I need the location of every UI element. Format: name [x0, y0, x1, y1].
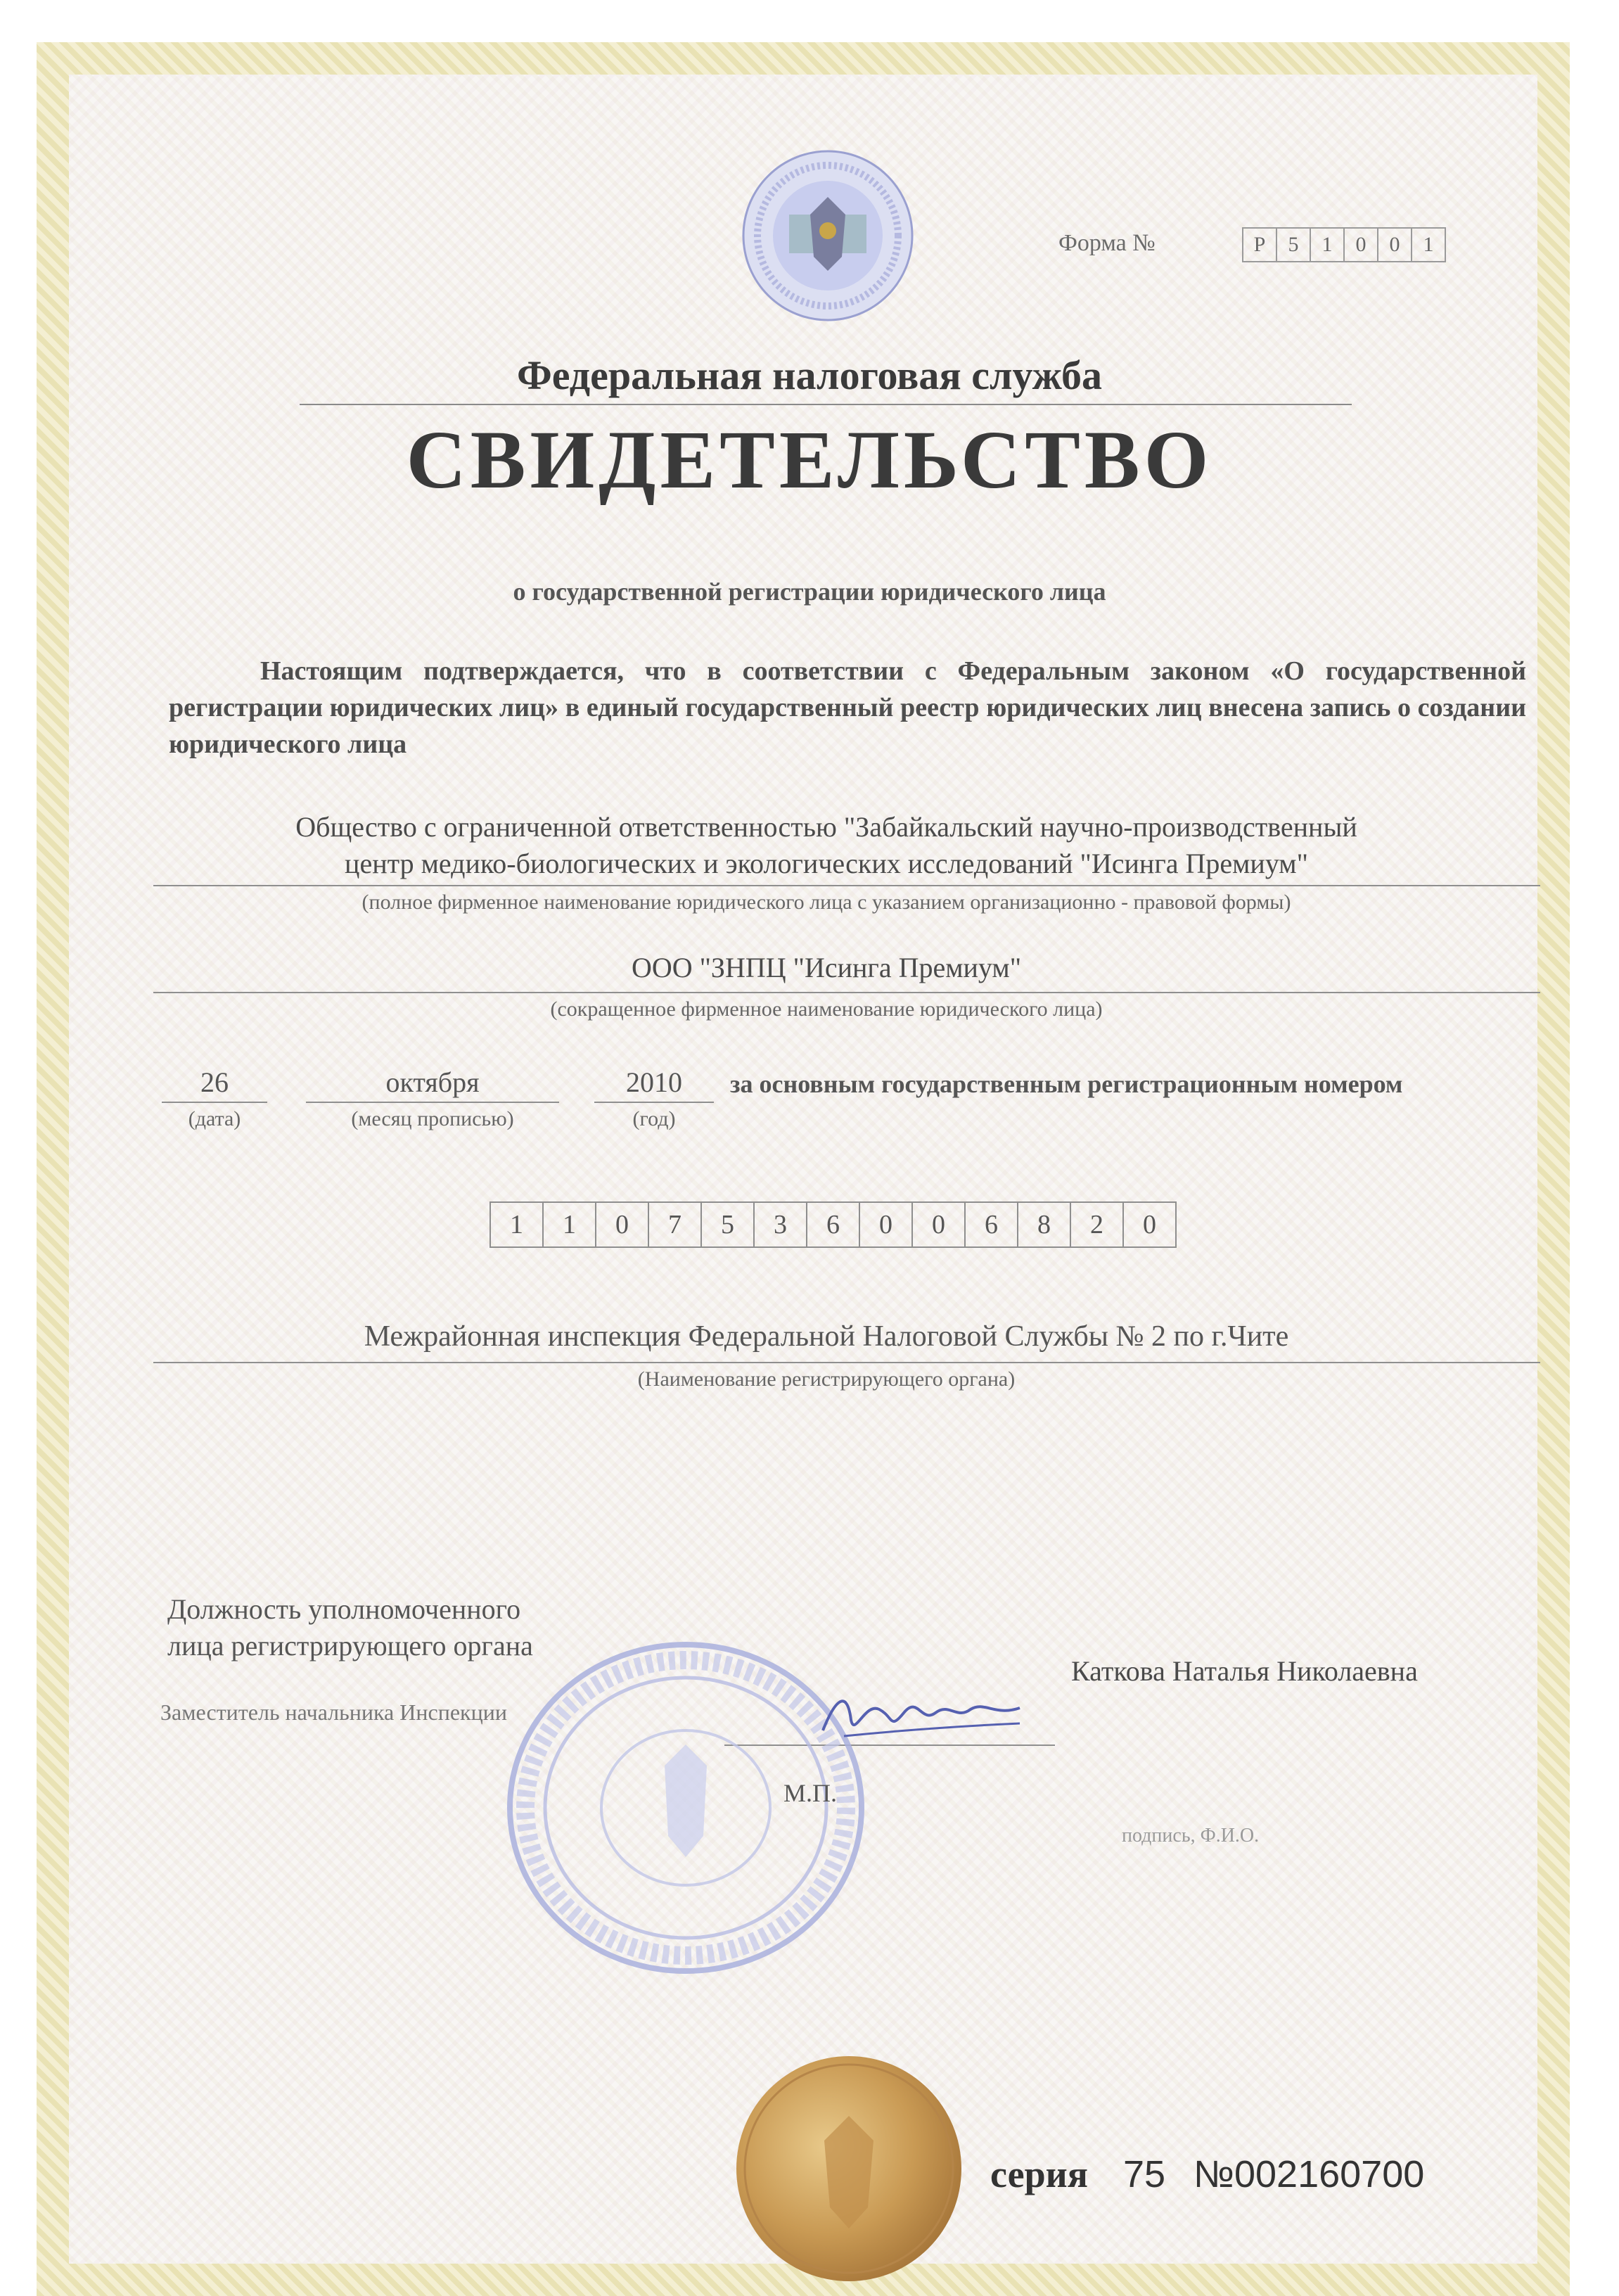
signer-name: Каткова Наталья Николаевна [1071, 1655, 1418, 1687]
form-code [1243, 227, 1446, 262]
document-title: СВИДЕТЕЛЬСТВО [406, 414, 1213, 506]
statement-text: Настоящим подтверждается, что в соответствии с Федеральным законом «О государственной регистрации юридических лиц» в единый государственный реестр юридических лиц внесена запись о создании юридического лица [169, 656, 1526, 759]
registering-authority: Межрайонная инспекция Федеральной Налоговой Службы № 2 по г.Чите [364, 1320, 1289, 1353]
day-caption: (дата) [188, 1107, 241, 1130]
registration-month: октября [385, 1066, 480, 1098]
full-name-line-1: Общество с ограниченной ответственностью "Забайкальский научно-производственный [295, 811, 1357, 843]
ogrn-digit: 5 [700, 1201, 755, 1248]
ogrn-number [491, 1201, 1177, 1248]
form-code-cell: 1 [1310, 227, 1345, 262]
position-label-line-2: лица регистрирующего органа [167, 1630, 533, 1662]
short-name-caption: (сокращенное фирменное наименование юридического лица) [550, 997, 1103, 1021]
ogrn-digit: 8 [1017, 1201, 1071, 1248]
ogrn-digit: 0 [1122, 1201, 1177, 1248]
position-label [167, 1591, 533, 1664]
ogrn-digit: 1 [489, 1201, 544, 1248]
serial-number [990, 2152, 1424, 2196]
registration-year: 2010 [626, 1066, 682, 1098]
ogrn-digit: 6 [964, 1201, 1018, 1248]
ogrn-digit: 0 [859, 1201, 913, 1248]
statement-paragraph [169, 653, 1526, 763]
ogrn-digit: 0 [911, 1201, 966, 1248]
organization-short-name: ООО "ЗНПЦ "Исинга Премиум" [631, 952, 1022, 983]
organization-full-name [141, 809, 1512, 882]
ogrn-digit: 7 [648, 1201, 702, 1248]
form-label: Форма № [1058, 230, 1156, 256]
day-rule [162, 1102, 267, 1103]
series-label: серия [990, 2153, 1088, 2195]
year-caption: (год) [632, 1107, 676, 1130]
ogrn-digit: 1 [542, 1201, 596, 1248]
ogrn-digit: 3 [753, 1201, 807, 1248]
full-name-line-2: центр медико-биологических и экологических исследований "Исинга Премиум" [345, 848, 1308, 879]
position-label-line-1: Должность уполномоченного [167, 1593, 521, 1625]
authority-rule [153, 1362, 1540, 1363]
authority-caption: (Наименование регистрирующего органа) [637, 1367, 1016, 1391]
month-caption: (месяц прописью) [351, 1107, 514, 1130]
series-number: 75 [1122, 2153, 1166, 2195]
full-name-rule [153, 885, 1540, 886]
form-code-cell: 5 [1276, 227, 1311, 262]
document-subtitle: о государственной регистрации юридического лица [513, 578, 1106, 606]
registration-day: 26 [200, 1066, 229, 1098]
ogrn-digit: 2 [1070, 1201, 1124, 1248]
short-name-rule [153, 992, 1540, 993]
month-rule [306, 1102, 559, 1103]
handwritten-signature-icon [816, 1681, 1027, 1745]
form-code-cell: 0 [1343, 227, 1378, 262]
position-value: Заместитель начальника Инспекции [160, 1699, 507, 1725]
agency-name: Федеральная налоговая служба [516, 352, 1103, 398]
year-rule [594, 1102, 714, 1103]
form-code-cell: 0 [1377, 227, 1412, 262]
registration-number-label: за основным государственным регистрационным номером [730, 1070, 1403, 1098]
full-name-caption: (полное фирменное наименование юридического лица с указанием организационно - правовой формы) [361, 891, 1291, 914]
form-code-cell: Р [1242, 227, 1277, 262]
ogrn-digit: 6 [806, 1201, 860, 1248]
document-number: №002160700 [1194, 2153, 1425, 2195]
stamp-place-label: М.П. [783, 1779, 838, 1807]
agency-rule [300, 404, 1352, 405]
signature-caption: подпись, Ф.И.О. [1122, 1825, 1260, 1847]
gold-seal-icon [733, 2053, 965, 2285]
form-code-cell: 1 [1411, 227, 1446, 262]
ogrn-digit: 0 [595, 1201, 649, 1248]
emblem-icon [740, 148, 916, 324]
